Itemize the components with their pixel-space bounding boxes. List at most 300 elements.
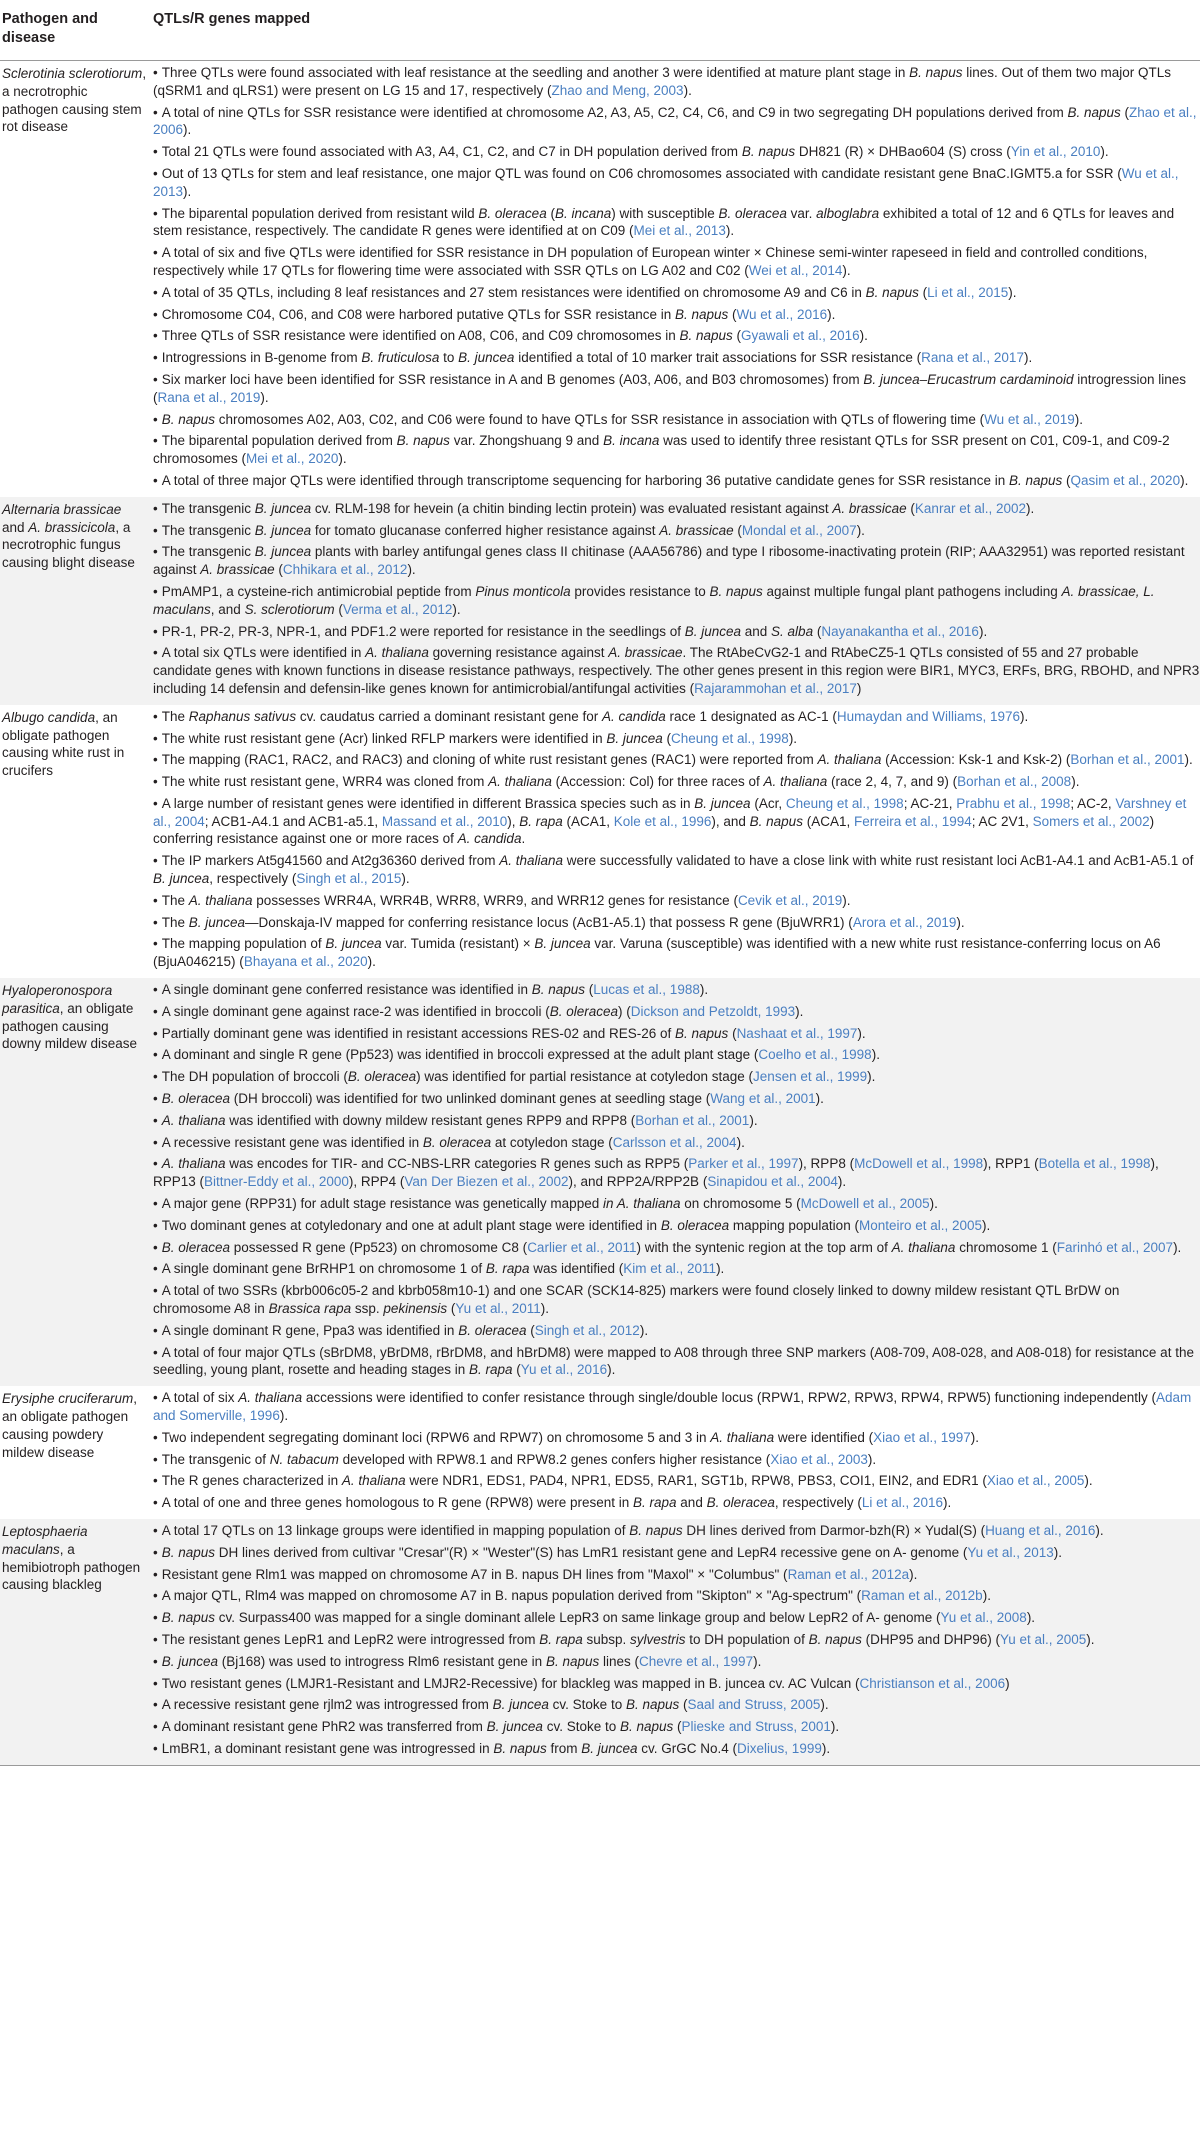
- text-segment: , a hemibiotroph pathogen causing blackleg: [2, 1541, 141, 1593]
- list-item: [153, 306, 1200, 324]
- citation-link[interactable]: Singh et al., 2012: [534, 1322, 640, 1338]
- citation-link[interactable]: Arora et al., 2019: [852, 914, 957, 930]
- italic-text: B. oleracea: [161, 1091, 231, 1107]
- bullet-icon: •: [153, 1112, 158, 1128]
- citation-link[interactable]: Humaydan and Williams, 1976: [836, 708, 1020, 724]
- bullet-icon: •: [153, 1283, 158, 1299]
- text-segment: The resistant genes LepR1 and LepR2 were introgressed from: [161, 1631, 540, 1647]
- citation-link[interactable]: Gyawali et al., 2016: [741, 328, 860, 344]
- text-segment: ; AC-21,: [903, 795, 957, 811]
- pathogen-cell: [0, 705, 151, 978]
- list-item: [153, 1544, 1200, 1562]
- text-segment: ), and: [711, 813, 750, 829]
- table-row: [0, 61, 1200, 497]
- list-item: [153, 1429, 1200, 1447]
- italic-text: A. brassicae: [659, 522, 734, 538]
- text-segment: (: [526, 1322, 535, 1338]
- text-segment: ).: [1008, 284, 1017, 300]
- text-segment: (: [906, 500, 915, 516]
- bullet-icon: •: [153, 1134, 158, 1150]
- text-segment: ).: [1026, 500, 1035, 516]
- text-segment: ).: [753, 1653, 762, 1669]
- citation-link[interactable]: Zhao et al., 2006: [153, 104, 1197, 138]
- citation-link[interactable]: Saal and Struss, 2005: [687, 1697, 821, 1713]
- text-segment: ) (: [618, 1003, 631, 1019]
- text-segment: A total 17 QTLs on 13 linkage groups were identified in mapping population of: [161, 1522, 630, 1538]
- text-segment: The DH population of broccoli (: [161, 1069, 348, 1085]
- bullet-icon: •: [153, 1631, 158, 1647]
- text-segment: ).: [795, 1003, 804, 1019]
- text-segment: identified a total of 10 marker trait associations for SSR resistance (: [514, 350, 922, 366]
- text-segment: The transgenic of: [161, 1451, 270, 1467]
- italic-text: A. thaliana: [817, 752, 882, 768]
- italic-text: B. oleracea: [422, 1134, 492, 1150]
- list-item: [153, 1740, 1200, 1758]
- citation-link[interactable]: Verma et al., 2012: [342, 601, 453, 617]
- bullet-icon: •: [153, 1156, 158, 1172]
- text-segment: The: [161, 708, 189, 724]
- bullet-icon: •: [153, 284, 158, 300]
- bullet-icon: •: [153, 1047, 158, 1063]
- text-segment: ), RPP1 (: [983, 1156, 1039, 1172]
- text-segment: ).: [1071, 774, 1080, 790]
- list-item: [153, 284, 1200, 302]
- text-segment: A total of two SSRs (kbrb006c05-2 and kbrb058m10-1) and one SCAR (SCK14-825) markers were found closely linked to downy mildew resistant QTL BrDW on chromosome A8 in: [153, 1283, 1120, 1317]
- text-segment: ).: [956, 914, 965, 930]
- bullet-icon: •: [153, 104, 158, 120]
- citation-link[interactable]: Christianson et al., 2006: [859, 1675, 1006, 1691]
- italic-text: B. napus: [161, 411, 216, 427]
- bullet-icon: •: [153, 1653, 158, 1669]
- text-segment: The white rust resistant gene, WRR4 was cloned from: [161, 774, 489, 790]
- citation-link[interactable]: Carlier et al., 2011: [527, 1239, 637, 1255]
- list-item: [153, 1494, 1200, 1512]
- italic-text: B. oleracea: [706, 1495, 775, 1511]
- bullet-icon: •: [153, 245, 158, 261]
- citation-link[interactable]: Borhan et al., 2001: [1070, 752, 1185, 768]
- italic-text: B. oleracea: [458, 1322, 527, 1338]
- list-item: [153, 1718, 1200, 1736]
- italic-text: A. thaliana: [488, 774, 552, 790]
- citation-link[interactable]: Mei et al., 2013: [633, 223, 726, 239]
- italic-text: Pinus monticola: [475, 583, 571, 599]
- citation-link[interactable]: Rana et al., 2019: [157, 389, 261, 405]
- italic-text: S. alba: [771, 623, 814, 639]
- italic-text: Raphanus sativus: [188, 708, 297, 724]
- text-segment: ), RPP8 (: [798, 1156, 855, 1172]
- bullet-icon: •: [153, 1473, 158, 1489]
- text-segment: ; AC-2,: [1070, 795, 1116, 811]
- italic-text: pekinensis: [383, 1301, 448, 1317]
- citation-link[interactable]: Yu et al., 2005: [999, 1631, 1087, 1647]
- italic-text: B. rapa: [519, 813, 563, 829]
- list-item: [153, 1675, 1200, 1693]
- header-pathogen: Pathogen and disease: [0, 0, 151, 61]
- italic-text: A. thaliana: [365, 645, 429, 661]
- bullet-icon: •: [153, 1344, 158, 1360]
- list-item: [153, 1566, 1200, 1584]
- text-segment: ).: [929, 1196, 938, 1212]
- italic-text: B. napus: [741, 144, 796, 160]
- citation-link[interactable]: Chhikara et al., 2012: [282, 562, 408, 578]
- citation-link[interactable]: Wang et al., 2001: [710, 1091, 816, 1107]
- italic-text: B. juncea: [684, 623, 742, 639]
- bullet-icon: •: [153, 1495, 158, 1511]
- list-item: [153, 1472, 1200, 1490]
- list-item: [153, 1025, 1200, 1043]
- text-segment: ).: [401, 871, 410, 887]
- text-segment: Total 21 QTLs were found associated with A3, A4, C1, C2, and C7 in DH population derived from: [161, 144, 742, 160]
- text-segment: (: [679, 1697, 688, 1713]
- text-segment: from: [546, 1740, 582, 1756]
- text-segment: Three QTLs were found associated with leaf resistance at the seedling and another 3 were identified at mature plant stage in: [161, 65, 910, 80]
- citation-link[interactable]: Van Der Biezen et al., 2002: [404, 1174, 569, 1190]
- text-segment: Two independent segregating dominant loci (RPW6 and RPW7) on chromosome 5 and 3 in: [161, 1429, 711, 1445]
- italic-text: B. napus: [679, 328, 733, 344]
- citation-link[interactable]: Mei et al., 2020: [246, 451, 339, 467]
- italic-text: B. oleracea: [161, 1239, 231, 1255]
- bullet-icon: •: [153, 306, 158, 322]
- citation-link[interactable]: Singh et al., 2015: [296, 871, 402, 887]
- list-item: [153, 1322, 1200, 1340]
- text-segment: ).: [815, 1091, 824, 1107]
- text-segment: were NDR1, EDS1, PAD4, NPR1, EDS5, RAR1, SGT1b, RPW8, PBS3, COI1, EIN2, and EDR1 (: [405, 1473, 987, 1489]
- text-segment: ): [856, 680, 862, 696]
- text-segment: (: [585, 982, 594, 998]
- citation-link[interactable]: Sinapidou et al., 2004: [707, 1174, 838, 1190]
- citation-link[interactable]: Cheung et al., 1998: [670, 730, 789, 746]
- text-segment: Two resistant genes (LMJR1-Resistant and LMJR2-Recessive) for blackleg was mapped in B. juncea cv. AC Vulcan (: [161, 1675, 860, 1691]
- text-segment: possesses WRR4A, WRR4B, WRR8, WRR9, and WRR12 genes for resistance (: [252, 892, 738, 908]
- text-segment: ), RPP13 (: [153, 1156, 1159, 1190]
- text-segment: exhibited a total of 12 and 6 QTLs for leaves and stem resistance, respectively. The candidate R genes were identified at on C09 (: [153, 205, 1175, 239]
- italic-text: B. juncea: [254, 544, 312, 560]
- text-segment: ).: [909, 1566, 918, 1582]
- text-segment: ).: [827, 306, 836, 322]
- text-segment: against multiple fungal plant pathogens including: [762, 583, 1062, 599]
- italic-text: A. brassicicola: [28, 519, 116, 535]
- text-segment: A single dominant R gene, Ppa3 was identified in: [161, 1322, 459, 1338]
- citation-link[interactable]: Farinhó et al., 2007: [1056, 1239, 1174, 1255]
- text-segment: cv. Stoke to: [548, 1697, 626, 1713]
- text-segment: ; AC 2V1,: [971, 813, 1033, 829]
- italic-text: A. thaliana: [763, 774, 828, 790]
- italic-text: B. juncea: [486, 1719, 543, 1735]
- citation-link[interactable]: Xiao et al., 2005: [986, 1473, 1085, 1489]
- text-segment: ).: [1180, 472, 1189, 488]
- text-segment: (ACA1,: [802, 813, 854, 829]
- citation-link[interactable]: Prabhu et al., 1998: [956, 795, 1071, 811]
- list-item: [153, 1344, 1200, 1380]
- citation-link[interactable]: Wu et al., 2013: [153, 165, 1179, 199]
- list-item: [153, 623, 1200, 641]
- table-row: [0, 1519, 1200, 1765]
- italic-text: B. rapa: [468, 1362, 513, 1378]
- bullet-icon: •: [153, 350, 158, 366]
- bullet-icon: •: [153, 1675, 158, 1691]
- text-segment: The biparental population derived from resistant wild: [161, 205, 479, 221]
- text-segment: —Donskaja-IV mapped for conferring resistance locus (AcB1-A5.1) that possess R gene (BjuWRR1) (: [245, 914, 853, 930]
- text-segment: PR-1, PR-2, PR-3, NPR-1, and PDF1.2 were reported for resistance in the seedlings of: [161, 623, 685, 639]
- citation-link[interactable]: Xiao et al., 1997: [873, 1429, 971, 1445]
- text-segment: ).: [871, 1047, 880, 1063]
- citation-link[interactable]: Rana et al., 2017: [921, 350, 1024, 366]
- text-segment: PmAMP1, a cysteine-rich antimicrobial peptide from: [161, 583, 476, 599]
- italic-text: A. thaliana: [161, 1156, 226, 1172]
- citation-link[interactable]: Dixelius, 1999: [737, 1740, 822, 1756]
- citation-link[interactable]: Lucas et al., 1988: [593, 982, 700, 998]
- citation-link[interactable]: Adam and Somerville, 1996: [153, 1390, 1192, 1423]
- citation-link[interactable]: Chevre et al., 1997: [639, 1653, 754, 1669]
- citation-link[interactable]: McDowell et al., 2005: [800, 1196, 930, 1212]
- text-segment: ).: [367, 954, 376, 970]
- text-segment: (Accession: Ksk-1 and Ksk-2) (: [881, 752, 1071, 768]
- text-segment: (race 2, 4, 7, and 9) (: [827, 774, 958, 790]
- citation-link[interactable]: Parker et al., 1997: [688, 1156, 799, 1172]
- list-item: [153, 1609, 1200, 1627]
- text-segment: The white rust resistant gene (Acr) linked RFLP markers were identified in: [161, 730, 607, 746]
- citation-link[interactable]: Carlsson et al., 2004: [612, 1134, 737, 1150]
- text-segment: ).: [856, 522, 865, 538]
- text-segment: cv. Surpass400 was mapped for a single dominant allele LepR3 on same linkage group and below LepR2 of A- genome (: [215, 1610, 941, 1626]
- text-segment: ).: [820, 1697, 829, 1713]
- bullet-icon: •: [153, 1451, 158, 1467]
- list-item: [153, 935, 1200, 971]
- citation-link[interactable]: Yu et al., 2016: [520, 1362, 608, 1378]
- text-segment: A recessive resistant gene rjlm2 was introgressed from: [161, 1697, 493, 1713]
- italic-text: B. oleracea: [347, 1069, 417, 1085]
- text-segment: ).: [859, 328, 868, 344]
- text-segment: ).: [842, 892, 851, 908]
- text-segment: A total of one and three genes homologous to R gene (RPW8) were present in: [161, 1495, 634, 1511]
- text-segment: , a necrotrophic pathogen causing stem rot disease: [2, 66, 147, 135]
- italic-text: A. thaliana: [891, 1239, 956, 1255]
- text-segment: ), RPP4 (: [348, 1174, 405, 1190]
- bullet-icon: •: [153, 1697, 158, 1713]
- citation-link[interactable]: Bhayana et al., 2020: [243, 954, 368, 970]
- italic-text: B. incana: [603, 433, 660, 449]
- text-segment: The: [161, 892, 189, 908]
- italic-text: A. thaliana: [499, 853, 563, 869]
- list-item: [153, 500, 1200, 518]
- text-segment: (: [1062, 472, 1071, 488]
- citation-link[interactable]: Jensen et al., 1999: [753, 1069, 868, 1085]
- text-segment: DH lines derived from cultivar "Cresar"(R) × "Wester"(S) has LmR1 resistant gene and LepR4 recessive gene on A- genome (: [215, 1544, 968, 1560]
- text-segment: ).: [683, 82, 692, 98]
- bullet-icon: •: [153, 144, 158, 160]
- text-segment: ).: [867, 1451, 877, 1467]
- text-segment: (: [918, 284, 928, 300]
- text-segment: ).: [736, 1134, 745, 1150]
- bullet-icon: •: [153, 1261, 158, 1277]
- italic-text: B. napus: [749, 813, 803, 829]
- citation-link[interactable]: Raman et al., 2012a: [787, 1566, 910, 1582]
- citation-link[interactable]: Botella et al., 1998: [1038, 1156, 1151, 1172]
- text-segment: Two dominant genes at cotyledonary and one at adult plant stage were identified in: [161, 1217, 661, 1233]
- citation-link[interactable]: McDowell et al., 1998: [854, 1156, 984, 1172]
- italic-text: B. oleracea: [660, 1217, 730, 1233]
- text-segment: ).: [407, 562, 416, 578]
- citation-link[interactable]: Somers et al., 2002: [1032, 813, 1150, 829]
- bullet-icon: •: [153, 500, 158, 516]
- text-segment: ).: [749, 1112, 758, 1128]
- text-segment: and: [741, 623, 772, 639]
- citation-link[interactable]: Yu et al., 2013: [967, 1544, 1054, 1560]
- italic-text: B. napus: [161, 1610, 216, 1626]
- citation-link[interactable]: Yu et al., 2008: [940, 1610, 1027, 1626]
- text-segment: ).: [639, 1322, 649, 1338]
- list-item: [153, 472, 1200, 490]
- citation-link[interactable]: Li et al., 2015: [927, 284, 1009, 300]
- italic-text: A. thaliana: [710, 1429, 775, 1445]
- bullet-icon: •: [153, 583, 158, 599]
- text-segment: (: [732, 328, 742, 344]
- text-segment: ): [1005, 1675, 1010, 1691]
- text-segment: A major QTL, Rlm4 was mapped on chromosome A7 in B. napus population derived from "Skipton" × "Ag-spectrum" (: [161, 1588, 862, 1604]
- citation-link[interactable]: Wu et al., 2019: [984, 411, 1075, 427]
- text-segment: ) with the syntenic region at the top arm of: [636, 1239, 892, 1255]
- text-segment: The biparental population derived from: [161, 433, 397, 449]
- citation-link[interactable]: Mondal et al., 2007: [741, 522, 857, 538]
- text-segment: accessions were identified to confer resistance through single/double locus (RPW1, RPW2, RPW3, RPW4, RPW5) functioning independently (: [302, 1390, 1156, 1406]
- text-segment: cv. GrGC No.4 (: [637, 1740, 738, 1756]
- citation-link[interactable]: Dickson and Petzoldt, 1993: [630, 1003, 796, 1019]
- citation-link[interactable]: Xiao et al., 2003: [770, 1451, 868, 1467]
- text-segment: , a necrotrophic fungus causing blight disease: [2, 519, 135, 571]
- text-segment: ).: [867, 1069, 876, 1085]
- text-segment: ) conferring resistance against one or more races of: [153, 813, 1155, 847]
- citation-link[interactable]: Wu et al., 2016: [736, 306, 828, 322]
- text-segment: chromosomes A02, A03, C02, and C06 were found to have QTLs for SSR resistance in association with QTLs of flowering time (: [215, 411, 985, 427]
- list-item: [153, 371, 1200, 407]
- bullet-icon: •: [153, 411, 158, 427]
- italic-text: B. rapa: [485, 1261, 530, 1277]
- text-segment: ).: [699, 982, 709, 998]
- list-item: [153, 892, 1200, 910]
- citation-link[interactable]: Nashaat et al., 1997: [736, 1025, 858, 1041]
- citation-link[interactable]: Monteiro et al., 2005: [858, 1217, 983, 1233]
- text-segment: ).: [725, 223, 735, 239]
- pathogen-cell: [0, 1519, 151, 1765]
- text-segment: ).: [1074, 411, 1083, 427]
- citation-link[interactable]: Borhan et al., 2001: [635, 1112, 750, 1128]
- list-item: [153, 1217, 1200, 1235]
- italic-text: Hyaloperonospora parasitica: [2, 983, 113, 1016]
- citation-link[interactable]: Coelho et al., 1998: [758, 1047, 872, 1063]
- bullet-icon: •: [153, 1588, 158, 1604]
- list-item: [153, 1653, 1200, 1671]
- citation-link[interactable]: Yu et al., 2011: [455, 1301, 541, 1317]
- list-item: [153, 165, 1200, 201]
- text-segment: (: [662, 730, 671, 746]
- citation-link[interactable]: Nayanakantha et al., 2016: [821, 623, 979, 639]
- text-segment: was identified with downy mildew resistant genes RPP9 and RPP8 (: [225, 1112, 636, 1128]
- header-qtl: QTLs/R genes mapped: [151, 0, 1200, 61]
- italic-text: in A. thaliana: [602, 1196, 681, 1212]
- text-segment: to DH population of: [685, 1631, 809, 1647]
- text-segment: were successfully validated to have a close link with white rust resistant loci AcB1-A4.1 and AcB1-A5.1 of: [563, 853, 1194, 869]
- citation-link[interactable]: Bittner-Eddy et al., 2000: [204, 1174, 349, 1190]
- italic-text: B. napus: [493, 1740, 547, 1756]
- citation-link[interactable]: Li et al., 2016: [861, 1495, 943, 1511]
- citation-link[interactable]: Zhao and Meng, 2003: [551, 82, 684, 98]
- bullet-icon: •: [153, 328, 158, 344]
- bullet-icon: •: [153, 544, 158, 560]
- text-segment: Introgressions in B-genome from: [161, 350, 362, 366]
- text-segment: A large number of resistant genes were identified in different Brassica species such as in: [161, 795, 695, 811]
- citation-link[interactable]: Kanrar et al., 2002: [914, 500, 1026, 516]
- text-segment: ).: [338, 451, 347, 467]
- citation-link[interactable]: Kole et al., 1996: [613, 813, 712, 829]
- citation-link[interactable]: Raman et al., 2012b: [861, 1588, 983, 1604]
- italic-text: B. fruticulosa: [361, 350, 440, 366]
- citation-link[interactable]: Massand et al., 2010: [381, 813, 508, 829]
- text-segment: at cotyledon stage (: [491, 1134, 613, 1150]
- text-segment: and: [2, 519, 29, 535]
- text-segment: (: [733, 522, 742, 538]
- table-row: [0, 497, 1200, 705]
- citation-link[interactable]: Cheung et al., 1998: [785, 795, 904, 811]
- bullet-icon: •: [153, 982, 158, 998]
- citation-link[interactable]: Rajarammohan et al., 2017: [694, 680, 857, 696]
- text-segment: The transgenic: [161, 522, 255, 538]
- text-segment: lines. Out of them two major QTLs (qSRM1 and qLRS1) were present on LG 15 and 17, respectively (: [153, 65, 1172, 98]
- text-segment: ) with susceptible: [611, 205, 719, 221]
- text-segment: subsp.: [582, 1631, 631, 1647]
- italic-text: B. napus: [709, 583, 763, 599]
- text-segment: , an obligate pathogen causing downy mildew disease: [2, 1000, 138, 1052]
- list-item: [153, 1239, 1200, 1257]
- citation-link[interactable]: Varshney et al., 2004: [153, 795, 1187, 829]
- citation-link[interactable]: Cevik et al., 2019: [737, 892, 843, 908]
- citation-link[interactable]: Ferreira et al., 1994: [853, 813, 972, 829]
- text-segment: chromosome 1 (: [955, 1239, 1057, 1255]
- text-segment: ).: [260, 389, 269, 405]
- text-segment: , respectively (: [209, 871, 297, 887]
- italic-text: alboglabra: [816, 205, 880, 221]
- text-segment: for tomato glucanase conferred higher resistance against: [311, 522, 660, 538]
- italic-text: B. napus: [161, 1544, 216, 1560]
- text-segment: was used to identify three resistant QTLs for SSR present on C01, C09-1, and C09-2 chromosomes (: [153, 433, 1170, 467]
- citation-link[interactable]: Huang et al., 2016: [985, 1522, 1096, 1538]
- italic-text: B. juncea: [492, 1697, 549, 1713]
- citation-link[interactable]: Borhan et al., 2008: [957, 774, 1072, 790]
- text-segment: .: [521, 831, 526, 847]
- text-segment: A total of six: [161, 1390, 239, 1406]
- text-segment: cv. caudatus carried a dominant resistant gene for: [296, 708, 602, 724]
- text-segment: var.: [786, 205, 817, 221]
- italic-text: B. juncea: [694, 795, 751, 811]
- bullet-icon: •: [153, 65, 158, 80]
- bullet-icon: •: [153, 1196, 158, 1212]
- bullet-icon: •: [153, 165, 158, 181]
- text-segment: ).: [1023, 350, 1033, 366]
- text-segment: A total of three major QTLs were identified through transcriptome sequencing for harboring 36 putative candidate genes for SSR resistance in: [161, 472, 1009, 488]
- text-segment: Three QTLs of SSR resistance were identified on A08, C06, and C09 chromosomes in: [161, 328, 680, 344]
- citation-link[interactable]: Kim et al., 2011: [623, 1261, 717, 1277]
- italic-text: B. juncea: [188, 914, 246, 930]
- list-item: [153, 1389, 1200, 1425]
- list-item: [153, 1090, 1200, 1108]
- bullet-icon: •: [153, 892, 158, 908]
- text-segment: , and: [210, 601, 245, 617]
- text-segment: (: [274, 562, 283, 578]
- bullet-icon: •: [153, 472, 158, 488]
- citation-link[interactable]: Qasim et al., 2020: [1070, 472, 1181, 488]
- citation-link[interactable]: Yin et al., 2010: [1010, 144, 1101, 160]
- citation-link[interactable]: Plieske and Struss, 2001: [681, 1719, 831, 1735]
- citation-link[interactable]: Wei et al., 2014: [748, 262, 843, 278]
